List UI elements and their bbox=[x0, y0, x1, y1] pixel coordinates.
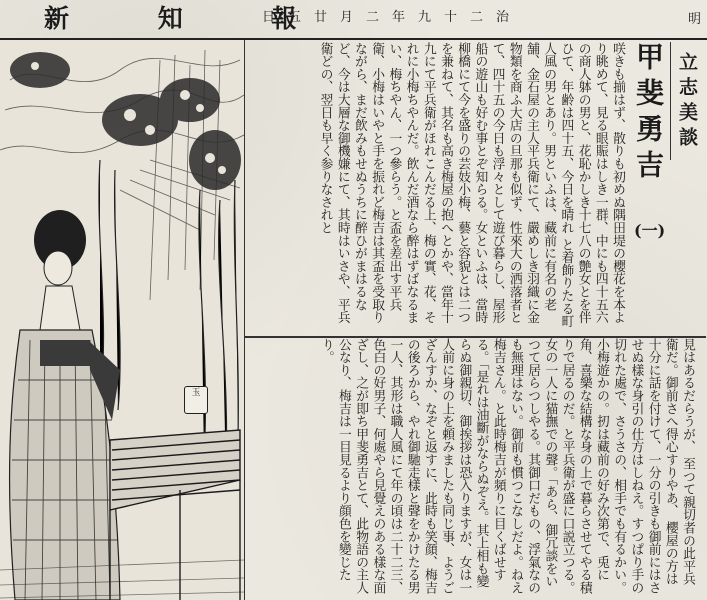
article-title: 甲斐勇吉 bbox=[632, 42, 665, 186]
woodblock-illustration bbox=[0, 40, 244, 600]
series-label: 立志美談 bbox=[676, 52, 698, 152]
issue-date: 日五廿月二年九十二治 bbox=[262, 10, 523, 25]
article-part-number: (一) bbox=[634, 221, 666, 240]
article-body-lower: 見はあるだらうが、 至つて親切者の此平兵衛だ。御前さへ得心すりやあ、 櫻屋の方は十分に話を付けて、一分の引きも御前にはさせぬ樣な身引の仕方はしねえ。すつぱり手の切れた處で、さうさの、相手でも有るかい。小梅遊かの。扨は藏前の好み次第で、兎に角、喜樂な結構な身の上で暮らさせてやる積りで居るのだ。と平兵衛が盛に口説立つる。女の一人に猫撫での聲。「あら、御冗談をいつて居らつしやる。其御口だもの、浮氣なのも無理はない。御前も慣つこなしだよ。ねえ梅吉さん。と此時梅吉が頻りに目くばせする。「是れは油斷がならぬぞえ。其上相も變らぬ御親切、御挨拶は恐入りますが、女は一人前に身の上を頼みましたも同じ事、ようござんすか、なぞと返すに、此時も笑顔、梅吉の後ろから、やれ御馳走樣と聲をかけたる男一人、其形は職人風にて年の頃は二十二三、色白の好男子、何處やら見覺えのある樣な面ざし、之が即ち甲斐勇吉とて、此物語の主人公なり、梅吉は一目見るより顔色を變じたり。 bbox=[318, 338, 695, 594]
era-label: 明 bbox=[687, 12, 703, 27]
masthead bbox=[0, 0, 707, 40]
illustration-woman-in-kimono bbox=[0, 40, 244, 600]
artist-seal: 玉 bbox=[184, 386, 208, 414]
newspaper-name: 新 知 報 bbox=[44, 4, 337, 33]
article-body-upper: 咲きも揃はず、散りも初めぬ隅田堤の櫻花を本よ り眺めて、見る眼賑はしき一群、中にも四十五六の商人躰の男と、花恥かしき十七八の艶女とを伴ひて、年齢は四十五、今日を晴れ と着飾りたる町人風の男とあり。男といふは、藏前に有名の老舗、金石屋の主人平兵衛にて、嚴めしき羽織に金物類を商ふ大店の旦那も似ず、性來大の洒落者とて、四十五の今日も浮々として遊び暮らし、屋形船の遊山も好む事とぞ知らる。女といふは、當時柳橋にて今を盛りの芸妓小梅、藝と容貌とは二つを兼ねて、其名も高き梅屋の抱へとかや、當年十九にて平兵衛がほれこんだる上、梅の實、花、それに小梅ちやんだ。飲んだ酒なら醉はずばなるまい、梅ちやん、一つ參らう。と盃を差出す平兵衛、小梅はいやと手を振れど梅吉は其盃を受取りながら、まだ飲みもせぬうちに醉ひがまはるなど、今は大層な御機嫌にて、其時はいさや、平兵衛どの、翌日も早く参りなされと bbox=[317, 42, 625, 328]
